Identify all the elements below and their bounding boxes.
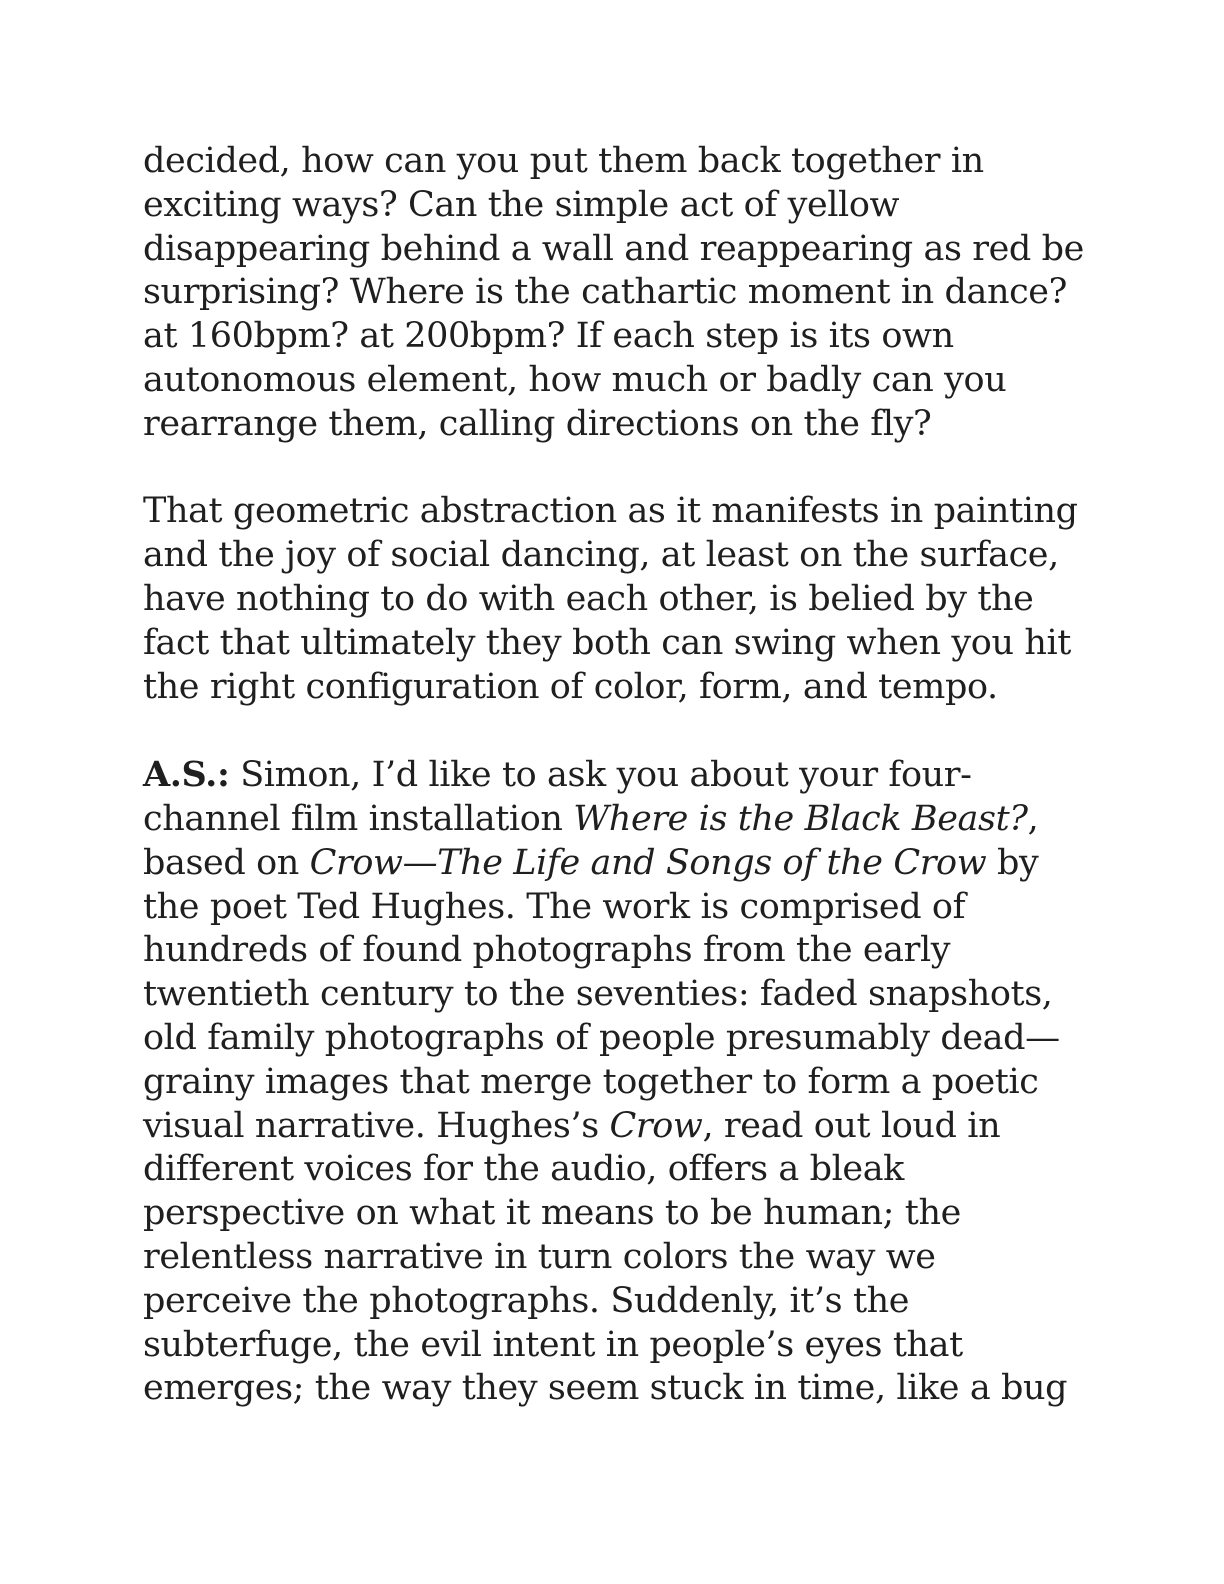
text-line: and the joy of social dancing, at least on the surface,	[143, 535, 1059, 576]
text-line: decided, how can you put them back together in	[143, 141, 984, 181]
text-line: That geometric abstraction as it manifests in painting	[143, 491, 1078, 532]
text-line: rearrange them, calling directions on the fly?	[143, 403, 932, 444]
paragraph-interview-question	[143, 753, 1103, 1411]
paragraph-geometric-abstraction	[143, 490, 1103, 709]
text-line: the right configuration of color, form, and tempo.	[143, 666, 998, 707]
text-line	[143, 842, 1103, 886]
book-title: Crow—The Life and Songs of the Crow	[309, 842, 987, 883]
text-span: , read out loud in	[702, 1105, 1001, 1146]
text-line	[143, 798, 1103, 842]
text-line: exciting ways? Can the simple act of yellow	[143, 184, 900, 225]
text-line: have nothing to do with each other, is belied by the	[143, 578, 1034, 619]
text-line: subterfuge, the evil intent in people’s eyes that	[143, 1324, 963, 1365]
text-line: surprising? Where is the cathartic moment in dance?	[143, 272, 1067, 313]
paragraph-dance-questions	[143, 140, 1103, 447]
paragraph-gap	[143, 447, 1103, 491]
text-line: fact that ultimately they both can swing when you hit	[143, 622, 1071, 663]
text-line: autonomous element, how much or badly can you	[143, 359, 1007, 400]
text-line: the poet Ted Hughes. The work is comprised of	[143, 886, 966, 927]
text-span: based on	[143, 842, 310, 883]
text-line: disappearing behind a wall and reappearing as red be	[143, 228, 1084, 269]
text-line: emerges; the way they seem stuck in time, like a bug	[143, 1368, 1068, 1409]
text-line: relentless narrative in turn colors the way we	[143, 1236, 936, 1277]
text-line: grainy images that merge together to form a poetic	[143, 1061, 1039, 1102]
work-title: Where is the Black Beast?	[573, 798, 1028, 839]
text-line: twentieth century to the seventies: faded snapshots,	[143, 974, 1053, 1015]
text-line: hundreds of found photographs from the early	[143, 930, 951, 971]
text-line	[143, 753, 1103, 798]
speaker-initials: A.S.:	[143, 754, 230, 796]
paragraph-gap	[143, 709, 1103, 753]
text-line: at 160bpm? at 200bpm? If each step is its own	[143, 316, 954, 357]
text-line: perceive the photographs. Suddenly, it’s the	[143, 1280, 910, 1321]
text-span: ,	[1027, 798, 1039, 839]
text-span: visual narrative. Hughes’s	[143, 1105, 610, 1146]
text-span: Simon, I’d like to ask you about your four-	[229, 755, 972, 796]
text-span: by	[986, 842, 1039, 883]
text-span: channel film installation	[143, 798, 574, 839]
text-line: different voices for the audio, offers a bleak	[143, 1149, 904, 1190]
text-line: old family photographs of people presumably dead—	[143, 1017, 1060, 1058]
book-title-short: Crow	[609, 1105, 703, 1146]
text-line	[143, 1105, 1103, 1149]
text-line: perspective on what it means to be human; the	[143, 1193, 961, 1234]
document-page	[143, 140, 1103, 1411]
